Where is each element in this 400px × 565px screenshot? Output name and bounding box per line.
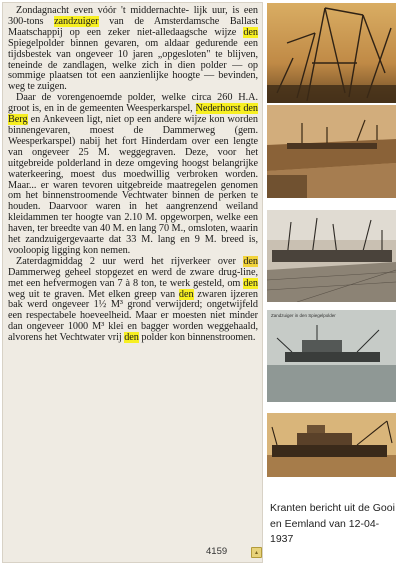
page-number: 4159 [206,546,228,557]
text-run: van de Amsterdamsche Ballast Maatschappij op een zeker niet-alledaagsche wijze [8,15,258,38]
highlighted-word: Nederhorst den Berg [8,103,258,126]
highlighted-word: den [243,255,258,267]
dredger-small-photo-icon [267,310,396,402]
text-run: Spiegelpolder binnen gevaren, om aldaar gedurende een tijdsbestek van ongeveer 10 jaren „opgesloten" te blijven, teneinde de zandlagen, welke zich in dien polder — op sommige plaatsen tot een aanzienlijke hoogte — bevinden, weg te zuigen. [8,37,258,93]
newspaper-clipping [3,3,262,562]
works-photo-icon [267,210,396,302]
photo-cranes [267,3,396,103]
text-run: weg uit te graven. Met elken greep van [8,288,179,300]
photo-dredger-big [267,413,396,477]
photo-dredger-small [267,310,396,402]
article-paragraph [8,6,258,93]
article-paragraph [8,257,258,344]
archive-badge-icon: ▴ [251,547,262,558]
highlighted-word: den [243,277,258,289]
text-run: Zondagnacht even vóór 't middernachte- lijk uur, is een 300-tons [8,5,258,27]
dredger-big-photo-icon [267,413,396,477]
article-text [3,3,262,344]
text-run: zwaren ijzeren bak werd ongeveer 1½ M³ grond verwijderd; ongetwijfeld een respectabele hoeveelheid. Maar er moesten niet minder dan ongeveer 1000 M³ klei en bagger worden weggehaald, alvorens het Vechtwater vrij [8,288,258,344]
highlighted-word: den [124,332,139,344]
text-run: Dammerweg geheel stopgezet en werd de zware drug-line, met een hefvermogen van 7 à 8 ton, te werk gesteld, om [8,266,258,289]
photo-harbor [267,105,396,198]
text-run: en Ankeveen ligt, niet op een andere wijze kon worden binnengevaren, moest de Dammerweg (gem. Weesperkarspel) nabij het fort Hinderdam over een lengte van ongeveer 25 M. weggegraven. Deze, voor het uitgebreide polderland in deze omgeving hoogst belangrijke waterkeering, moest dus moedwillig verbroken worden. Maar... er waren tevoren uitgebreide maatregelen genomen om het binnenstroomende Vechtwater binnen de perken te houden. Daarvoor waren in het aangrenzend weiland kleidammen ter hoogte van 2.10 M. opgeworpen, welke een haven, ter breedte van 40 M. en lang 70 M., omsloten, waarin het zandzuigergevaarte dat 33 M. lang en 9 M. breed is, vooloopig ligging kon nemen. [8,114,258,256]
photo-caption: Kranten bericht uit de Gooi en Eemland van 12-04-1937 [270,502,395,545]
text-run: Daar de vorengenoemde polder, welke circa 260 H.A. groot is, en in de gemeenten Weesperkarspel, [8,92,258,115]
highlighted-word: zandzuiger [54,15,99,27]
highlighted-word: den [178,288,194,300]
text-run: Zaterdagmiddag 2 uur werd het rijverkeer over [16,255,244,267]
photo-works [267,210,396,302]
text-run: polder kon binnenstroomen. [138,332,256,344]
highlighted-word: den [243,26,258,38]
photo-label: Zandzuiger in den Spiegelpolder [271,313,336,318]
cranes-photo-icon [267,3,396,103]
article-paragraph [8,93,258,257]
harbor-photo-icon [267,105,396,198]
